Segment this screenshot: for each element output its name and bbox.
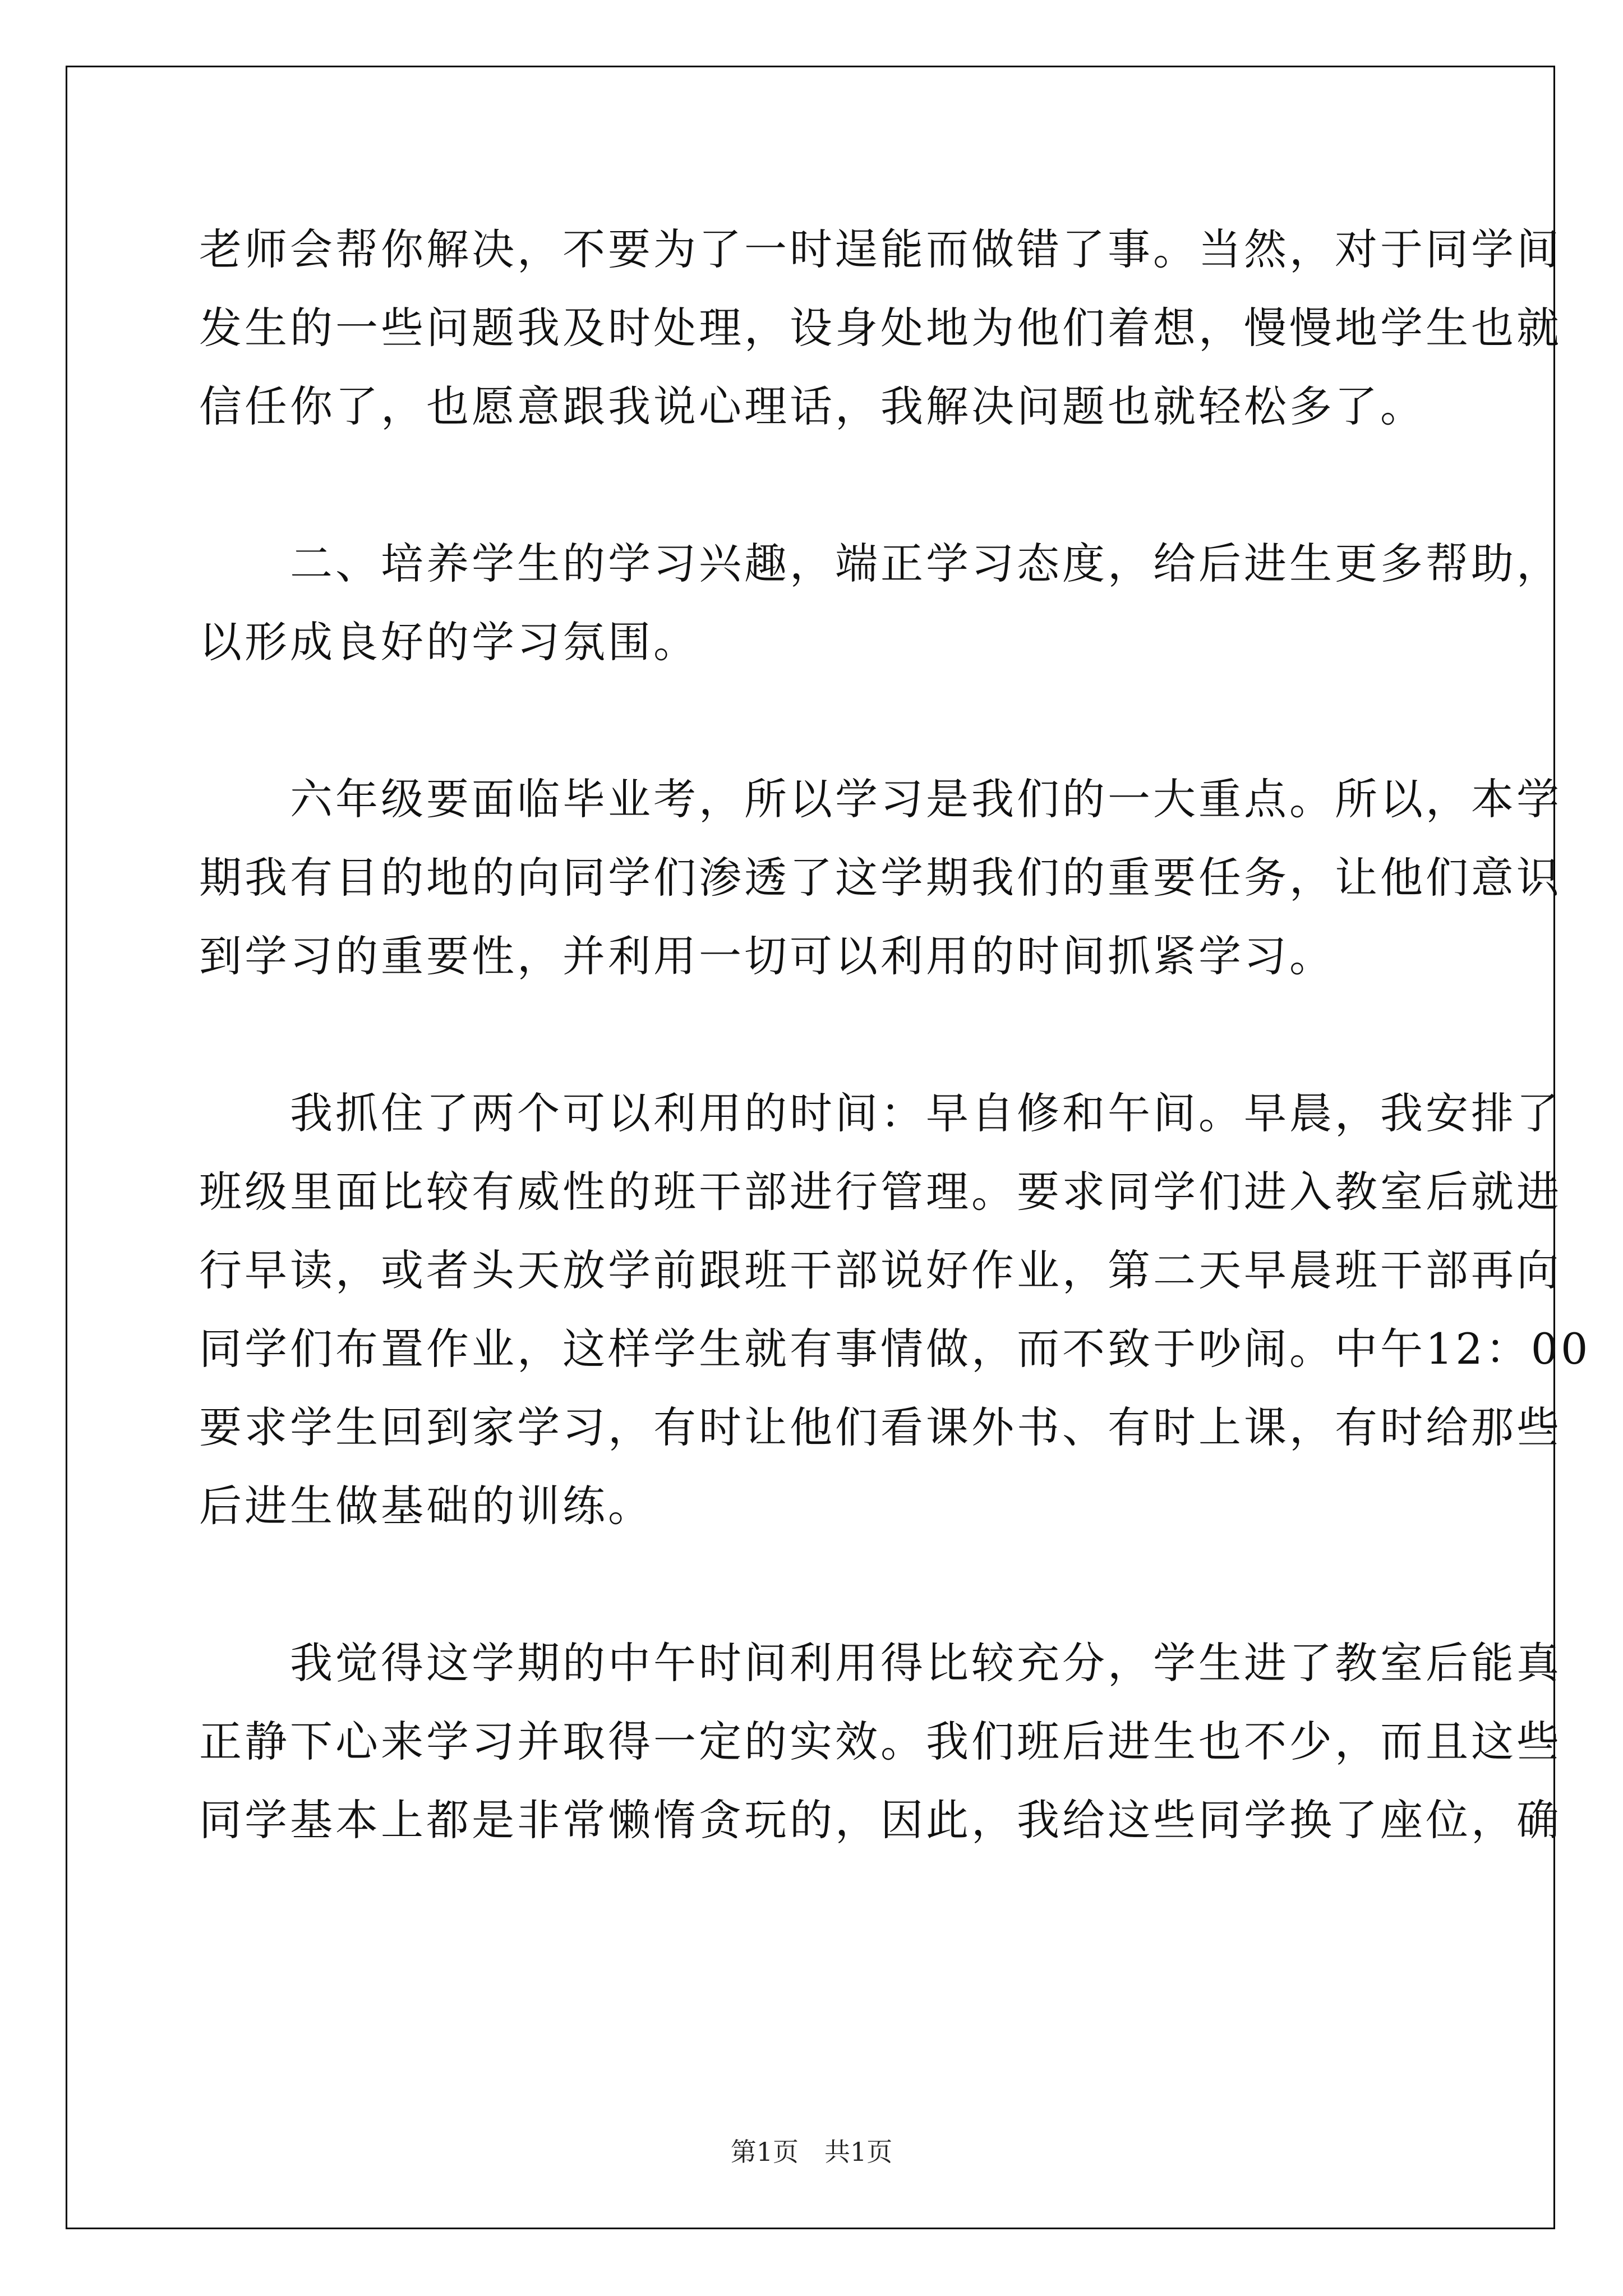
text-line: 同学基本上都是非常懒惰贪玩的，因此，我给这些同学换了座位，确 bbox=[199, 1795, 1562, 1845]
text-line: 二、培养学生的学习兴趣，端正学习态度，给后进生更多帮助， bbox=[199, 539, 1562, 588]
text-line: 要求学生回到家学习，有时让他们看课外书、有时上课，有时给那些 bbox=[199, 1402, 1562, 1452]
text-line: 发生的一些问题我及时处理，设身处地为他们着想，慢慢地学生也就 bbox=[199, 303, 1562, 353]
paragraph bbox=[199, 1074, 1591, 1545]
text-line: 信任你了，也愿意跟我说心理话，我解决问题也就轻松多了。 bbox=[199, 381, 1426, 431]
page-number: 第1页 共1页 bbox=[730, 2137, 893, 2167]
text-line: 班级里面比较有威性的班干部进行管理。要求同学们进入教室后就进 bbox=[199, 1167, 1562, 1217]
text-line: 后进生做基础的训练。 bbox=[199, 1481, 653, 1531]
text-line: 老师会帮你解决，不要为了一时逞能而做错了事。当然，对于同学间 bbox=[199, 224, 1562, 274]
paragraph bbox=[199, 760, 1562, 996]
text-line: 行早读，或者头天放学前跟班干部说好作业，第二天早晨班干部再向 bbox=[199, 1245, 1562, 1295]
text-line: 期我有目的地的向同学们渗透了这学期我们的重要任务，让他们意识 bbox=[199, 853, 1562, 903]
text-line: 同学们布置作业，这样学生就有事情做，而不致于吵闹。中午12：00 bbox=[199, 1324, 1591, 1374]
text-line: 以形成良好的学习氛围。 bbox=[199, 617, 699, 667]
paragraph bbox=[199, 1624, 1562, 1860]
document-body bbox=[199, 210, 1591, 1860]
paragraph bbox=[199, 524, 1562, 682]
paragraph bbox=[199, 210, 1562, 446]
text-line: 我觉得这学期的中午时间利用得比较充分，学生进了教室后能真 bbox=[199, 1638, 1562, 1688]
text-line: 正静下心来学习并取得一定的实效。我们班后进生也不少，而且这些 bbox=[199, 1717, 1562, 1766]
text-line: 六年级要面临毕业考，所以学习是我们的一大重点。所以，本学 bbox=[199, 774, 1562, 824]
text-line: 到学习的重要性，并利用一切可以利用的时间抓紧学习。 bbox=[199, 931, 1335, 981]
text-line: 我抓住了两个可以利用的时间：早自修和午间。早晨，我安排了 bbox=[199, 1088, 1562, 1138]
